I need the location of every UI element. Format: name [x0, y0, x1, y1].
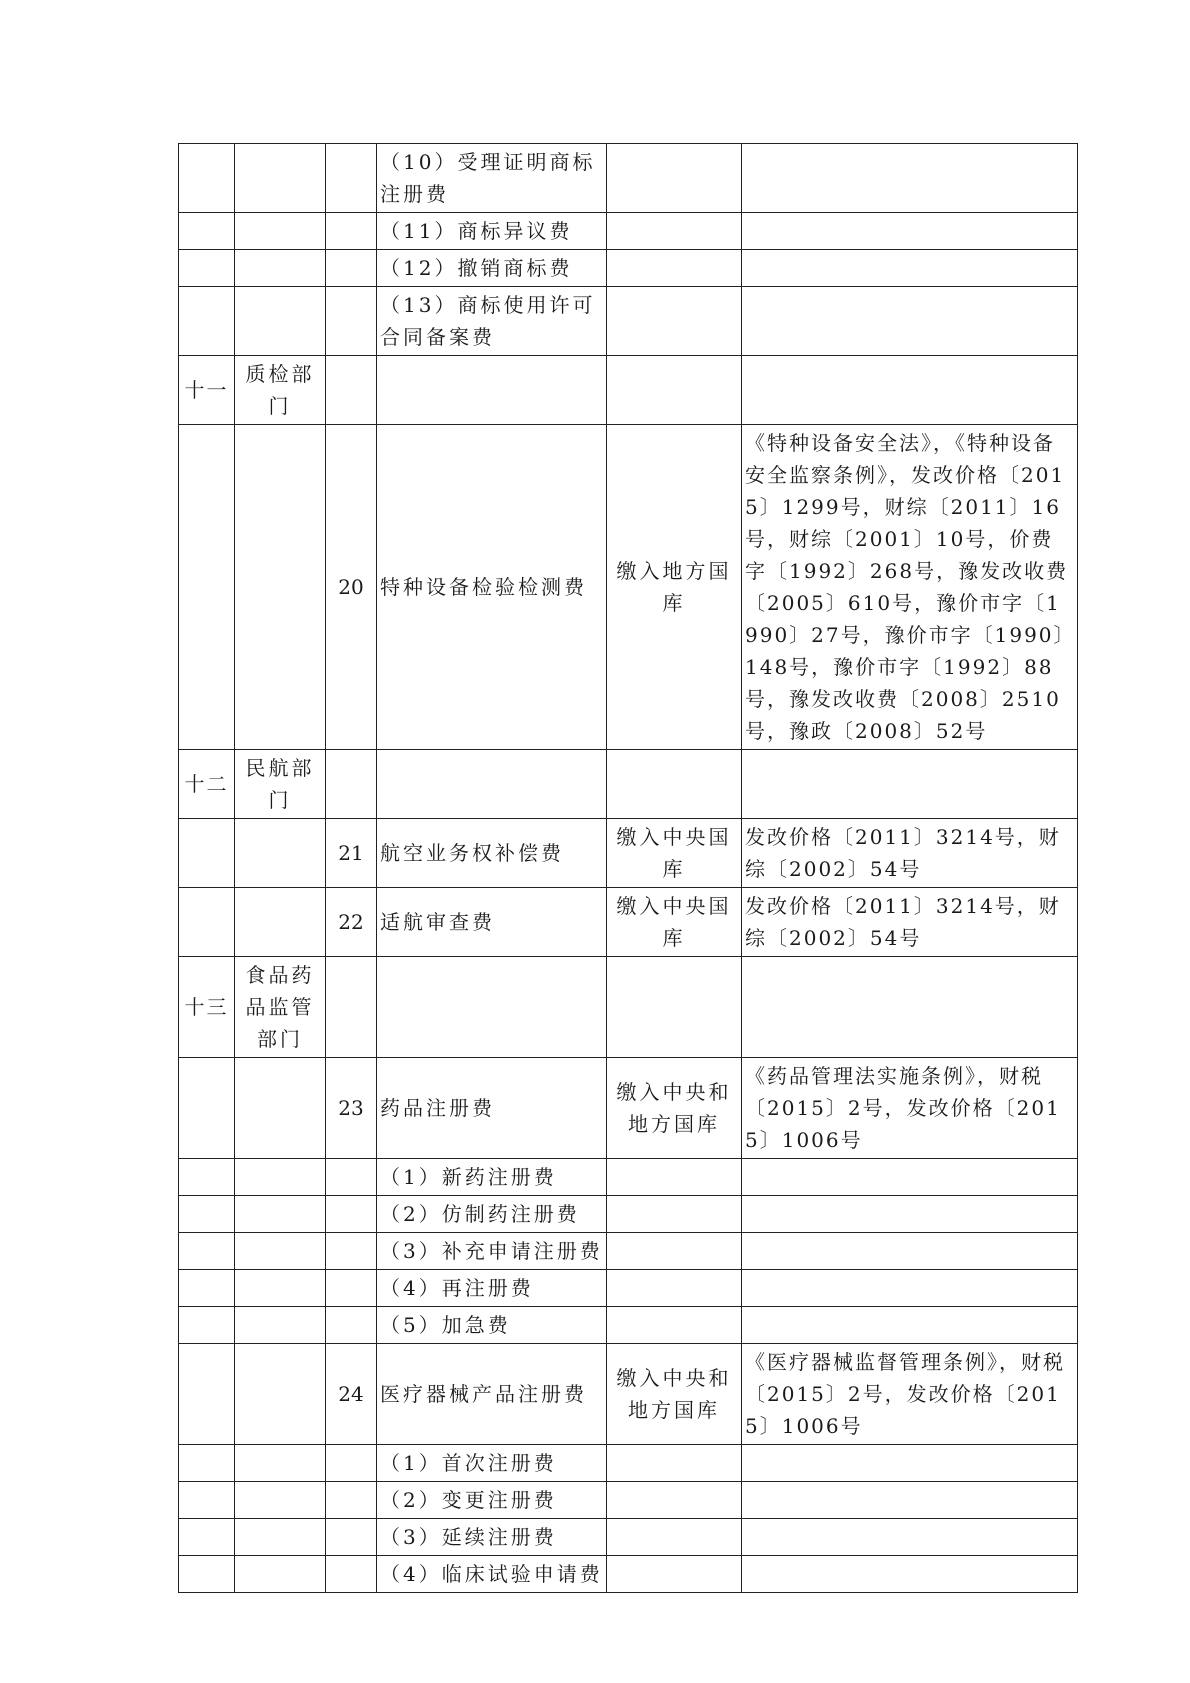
department-cell	[235, 1519, 326, 1556]
fee-item-cell: （1）首次注册费	[377, 1445, 607, 1482]
category-seq-cell	[179, 819, 235, 888]
destination-cell	[607, 1307, 742, 1344]
department-cell	[235, 213, 326, 250]
table-row	[179, 287, 1078, 356]
department-cell	[235, 1344, 326, 1445]
fee-item-cell: （1）新药注册费	[377, 1159, 607, 1196]
department-cell	[235, 1058, 326, 1159]
fee-item-cell	[377, 957, 607, 1058]
destination-cell	[607, 1270, 742, 1307]
legal-basis-cell	[742, 1159, 1078, 1196]
destination-cell	[607, 1196, 742, 1233]
table-row	[179, 1159, 1078, 1196]
fee-table	[178, 143, 1078, 1593]
legal-basis-cell	[742, 1270, 1078, 1307]
category-seq-cell	[179, 425, 235, 750]
item-number-cell	[326, 213, 377, 250]
category-seq-cell: 十一	[179, 356, 235, 425]
item-number-cell	[326, 1445, 377, 1482]
department-cell	[235, 888, 326, 957]
fee-item-cell: 特种设备检验检测费	[377, 425, 607, 750]
category-seq-cell	[179, 287, 235, 356]
destination-cell	[607, 1233, 742, 1270]
fee-item-cell: 适航审查费	[377, 888, 607, 957]
table-row	[179, 1058, 1078, 1159]
destination-cell	[607, 750, 742, 819]
table-row	[179, 356, 1078, 425]
fee-item-cell: （2）仿制药注册费	[377, 1196, 607, 1233]
department-cell	[235, 1270, 326, 1307]
legal-basis-cell	[742, 1233, 1078, 1270]
destination-cell	[607, 356, 742, 425]
item-number-cell	[326, 1519, 377, 1556]
department-cell	[235, 287, 326, 356]
destination-cell	[607, 1445, 742, 1482]
department-cell	[235, 1159, 326, 1196]
table-row	[179, 1344, 1078, 1445]
item-number-cell: 22	[326, 888, 377, 957]
destination-cell: 缴入中央和地方国库	[607, 1344, 742, 1445]
item-number-cell	[326, 144, 377, 213]
fee-item-cell: （2）变更注册费	[377, 1482, 607, 1519]
table-row	[179, 144, 1078, 213]
category-seq-cell	[179, 1196, 235, 1233]
category-seq-cell: 十二	[179, 750, 235, 819]
fee-item-cell: （13）商标使用许可合同备案费	[377, 287, 607, 356]
table-row	[179, 1233, 1078, 1270]
fee-item-cell: （3）补充申请注册费	[377, 1233, 607, 1270]
department-cell	[235, 1196, 326, 1233]
category-seq-cell: 十三	[179, 957, 235, 1058]
legal-basis-cell	[742, 250, 1078, 287]
table-row	[179, 1519, 1078, 1556]
item-number-cell: 21	[326, 819, 377, 888]
item-number-cell: 24	[326, 1344, 377, 1445]
category-seq-cell	[179, 1344, 235, 1445]
department-cell	[235, 1482, 326, 1519]
department-cell	[235, 425, 326, 750]
table-row	[179, 888, 1078, 957]
destination-cell	[607, 213, 742, 250]
destination-cell	[607, 250, 742, 287]
legal-basis-cell	[742, 1556, 1078, 1593]
legal-basis-cell	[742, 144, 1078, 213]
destination-cell	[607, 144, 742, 213]
table-row	[179, 1307, 1078, 1344]
table-row	[179, 750, 1078, 819]
table-row	[179, 213, 1078, 250]
category-seq-cell	[179, 1159, 235, 1196]
destination-cell	[607, 1519, 742, 1556]
legal-basis-cell: 发改价格〔2011〕3214号，财综〔2002〕54号	[742, 819, 1078, 888]
legal-basis-cell: 发改价格〔2011〕3214号，财综〔2002〕54号	[742, 888, 1078, 957]
legal-basis-cell	[742, 1445, 1078, 1482]
legal-basis-cell	[742, 287, 1078, 356]
department-cell	[235, 819, 326, 888]
category-seq-cell	[179, 1233, 235, 1270]
fee-item-cell: 航空业务权补偿费	[377, 819, 607, 888]
category-seq-cell	[179, 250, 235, 287]
item-number-cell	[326, 250, 377, 287]
category-seq-cell	[179, 1445, 235, 1482]
department-cell: 食品药品监管部门	[235, 957, 326, 1058]
fee-item-cell	[377, 750, 607, 819]
department-cell	[235, 250, 326, 287]
table-row	[179, 1556, 1078, 1593]
department-cell	[235, 1556, 326, 1593]
item-number-cell	[326, 1482, 377, 1519]
table-row	[179, 957, 1078, 1058]
table-row	[179, 250, 1078, 287]
destination-cell	[607, 1159, 742, 1196]
destination-cell	[607, 287, 742, 356]
fee-item-cell	[377, 356, 607, 425]
item-number-cell: 23	[326, 1058, 377, 1159]
category-seq-cell	[179, 1058, 235, 1159]
fee-item-cell: （4）再注册费	[377, 1270, 607, 1307]
department-cell	[235, 1233, 326, 1270]
department-cell	[235, 1307, 326, 1344]
item-number-cell	[326, 957, 377, 1058]
legal-basis-cell	[742, 957, 1078, 1058]
legal-basis-cell	[742, 1307, 1078, 1344]
fee-item-cell: （3）延续注册费	[377, 1519, 607, 1556]
table-row	[179, 1196, 1078, 1233]
category-seq-cell	[179, 213, 235, 250]
category-seq-cell	[179, 888, 235, 957]
destination-cell: 缴入中央和地方国库	[607, 1058, 742, 1159]
item-number-cell	[326, 1556, 377, 1593]
table-row	[179, 1270, 1078, 1307]
category-seq-cell	[179, 1307, 235, 1344]
fee-item-cell: 医疗器械产品注册费	[377, 1344, 607, 1445]
table-row	[179, 425, 1078, 750]
fee-item-cell: （10）受理证明商标注册费	[377, 144, 607, 213]
fee-table-body	[179, 144, 1078, 1593]
table-row	[179, 819, 1078, 888]
legal-basis-cell: 《医疗器械监督管理条例》，财税〔2015〕2号，发改价格〔2015〕1006号	[742, 1344, 1078, 1445]
item-number-cell: 20	[326, 425, 377, 750]
department-cell: 民航部门	[235, 750, 326, 819]
destination-cell: 缴入中央国库	[607, 888, 742, 957]
fee-item-cell: （12）撤销商标费	[377, 250, 607, 287]
destination-cell: 缴入地方国库	[607, 425, 742, 750]
item-number-cell	[326, 1159, 377, 1196]
category-seq-cell	[179, 144, 235, 213]
department-cell	[235, 144, 326, 213]
fee-item-cell: （4）临床试验申请费	[377, 1556, 607, 1593]
table-row	[179, 1445, 1078, 1482]
item-number-cell	[326, 1233, 377, 1270]
category-seq-cell	[179, 1556, 235, 1593]
legal-basis-cell: 《药品管理法实施条例》，财税〔2015〕2号，发改价格〔2015〕1006号	[742, 1058, 1078, 1159]
legal-basis-cell	[742, 1519, 1078, 1556]
legal-basis-cell	[742, 1482, 1078, 1519]
legal-basis-cell	[742, 1196, 1078, 1233]
category-seq-cell	[179, 1270, 235, 1307]
destination-cell	[607, 1482, 742, 1519]
destination-cell	[607, 957, 742, 1058]
fee-item-cell: （11）商标异议费	[377, 213, 607, 250]
item-number-cell	[326, 356, 377, 425]
destination-cell: 缴入中央国库	[607, 819, 742, 888]
table-row	[179, 1482, 1078, 1519]
item-number-cell	[326, 1196, 377, 1233]
destination-cell	[607, 1556, 742, 1593]
category-seq-cell	[179, 1482, 235, 1519]
department-cell	[235, 1445, 326, 1482]
item-number-cell	[326, 287, 377, 356]
legal-basis-cell	[742, 213, 1078, 250]
category-seq-cell	[179, 1519, 235, 1556]
fee-item-cell: （5）加急费	[377, 1307, 607, 1344]
item-number-cell	[326, 1307, 377, 1344]
fee-item-cell: 药品注册费	[377, 1058, 607, 1159]
department-cell: 质检部门	[235, 356, 326, 425]
legal-basis-cell: 《特种设备安全法》，《特种设备安全监察条例》，发改价格〔2015〕1299号，财综〔2011〕16号，财综〔2001〕10号，价费字〔1992〕268号，豫发改收费〔2005〕610号，豫价市字〔1990〕27号，豫价市字〔1990〕148号，豫价市字〔1992〕88号，豫发改收费〔2008〕2510号，豫政〔2008〕52号	[742, 425, 1078, 750]
legal-basis-cell	[742, 356, 1078, 425]
item-number-cell	[326, 750, 377, 819]
item-number-cell	[326, 1270, 377, 1307]
legal-basis-cell	[742, 750, 1078, 819]
